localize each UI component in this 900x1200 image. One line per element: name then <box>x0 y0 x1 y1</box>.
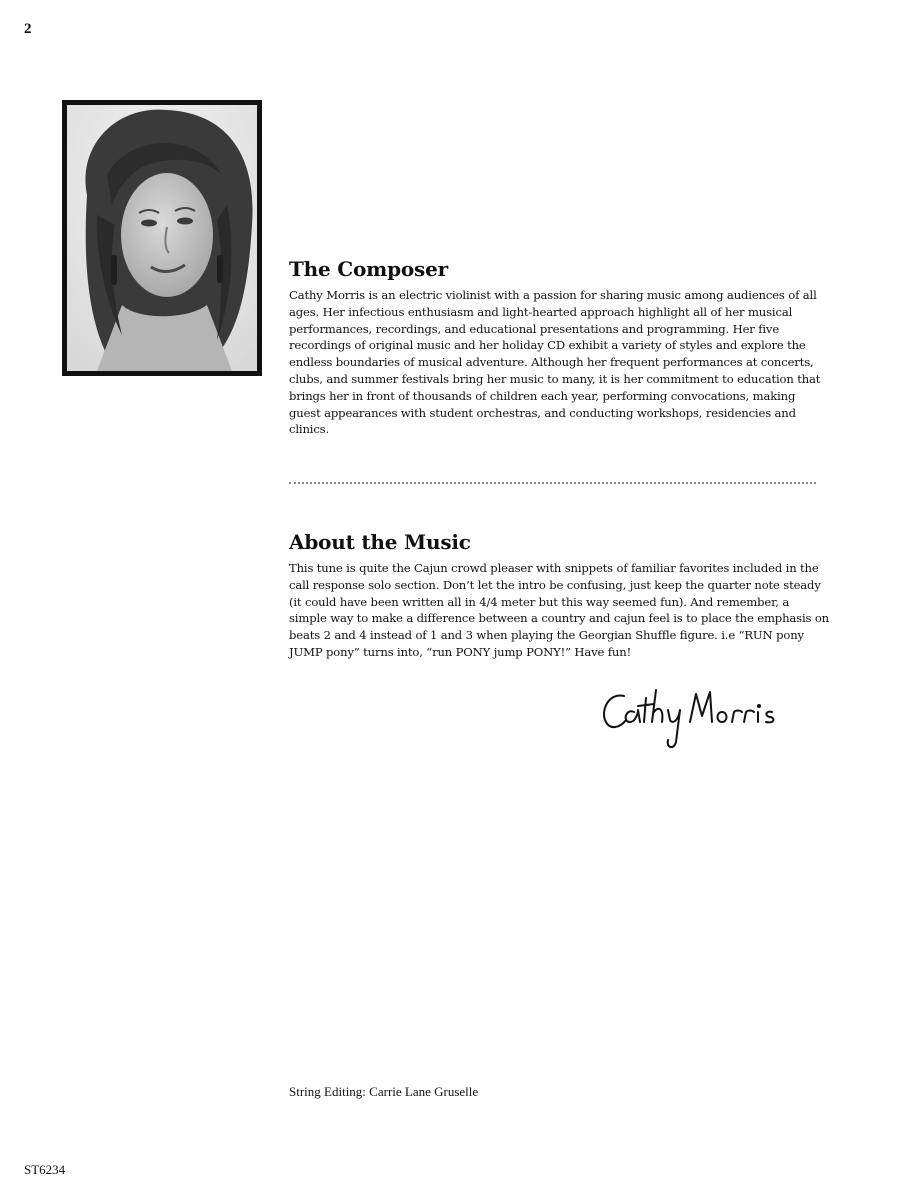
signature-icon <box>598 682 778 762</box>
composer-bio: Cathy Morris is an electric violinist with a passion for sharing music among audiences of all ages. Her infectious enthusiasm and light-hearted approach highlight all of her musical performances, recordings, and educational presentations and programming. Her five recordings of original music and her holiday CD exhibit a variety of styles and explore the endless boundaries of musical adventure. Although her frequent performances at concerts, clubs, and summer festivals bring her music to many, it is her commitment to education that brings her in front of thousands of children each year, performing convocations, making guest appearances with student orchestras, and conducting workshops, residencies and clinics. <box>289 288 821 437</box>
about-music-text: This tune is quite the Cajun crowd pleaser with snippets of familiar favorites included in the call response solo section. Don’t let the intro be confusing, just keep the quarter note steady (it could have been written all in 4/4 meter but this way seemed fun). And remember, a simple way to make a difference between a country and cajun feel is to place the emphasis on beats 2 and 4 instead of 1 and 3 when playing the Georgian Shuffle figure. i.e “RUN pony JUMP pony” turns into, “run PONY jump PONY!” Have fun! <box>289 561 829 659</box>
string-editing-credit: String Editing: Carrie Lane Gruselle <box>289 1084 479 1099</box>
composer-heading: The Composer <box>289 257 448 281</box>
dotted-divider <box>289 482 816 484</box>
about-music-section <box>289 530 829 661</box>
catalog-code: ST6234 <box>24 1162 66 1177</box>
page-number: 2 <box>24 21 32 37</box>
portrait-photo-icon <box>67 105 257 371</box>
composer-portrait <box>62 100 262 376</box>
composer-section <box>289 257 829 438</box>
about-music-heading: About the Music <box>289 530 471 554</box>
